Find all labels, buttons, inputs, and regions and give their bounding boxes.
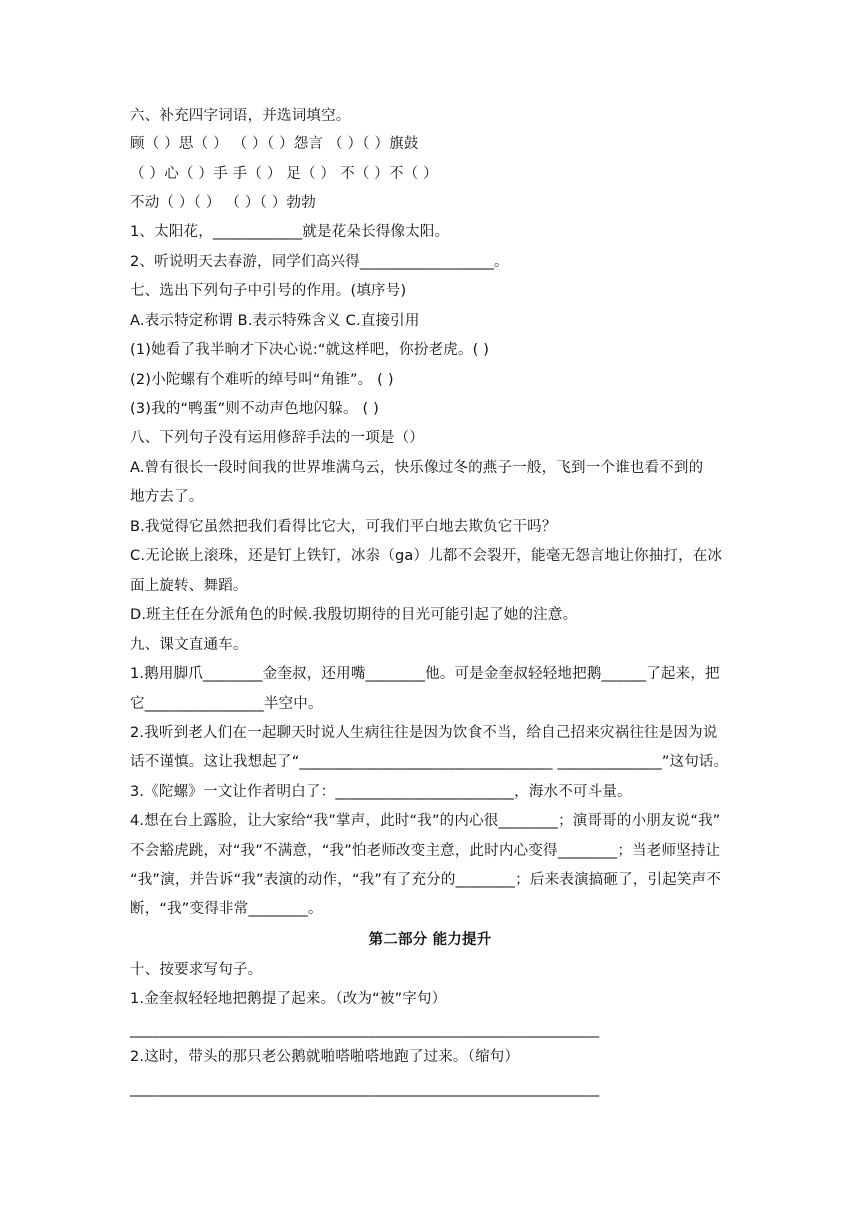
text-question-1-line-1: 1.鹅用脚爪________金奎叔，还用嘴________他。可是金奎叔轻轻地把鹅______了起来，把 bbox=[130, 666, 720, 682]
quote-question-3: (3)我的“鸭蛋”则不动声色地闪躲。 ( ) bbox=[130, 401, 379, 417]
fill-question-1: 1、太阳花，____________就是花朵长得像太阳。 bbox=[130, 224, 450, 240]
part-2-heading: 第二部分 能力提升 bbox=[368, 932, 492, 948]
option-c-line-2: 面上旋转、舞蹈。 bbox=[130, 578, 248, 594]
quote-question-2: (2)小陀螺有个难听的绰号叫“角锥”。 ( ) bbox=[130, 372, 394, 388]
section-8-title: 八、下列句子没有运用修辞手法的一项是（） bbox=[130, 430, 424, 446]
text-question-4-line-4: 断，“我”变得非常________。 bbox=[130, 901, 323, 917]
sentence-question-2: 2.这时，带头的那只老公鹅就啪嗒啪嗒地跑了过来。（缩句） bbox=[130, 1049, 520, 1065]
text-question-2-line-2: 话不谨慎。这让我想起了“__________________________________ ______________”这句话。 bbox=[130, 754, 729, 770]
section-9-title: 九、课文直通车。 bbox=[130, 637, 248, 653]
idiom-row-1: 顾（ ）思（ ） （ ）（ ）怨言 （ ）（ ）旗鼓 bbox=[130, 136, 419, 152]
section-10-title: 十、按要求写句子。 bbox=[130, 962, 263, 978]
answer-line-1: _______________________________________________________________ bbox=[130, 1022, 600, 1038]
option-b: B.我觉得它虽然把我们看得比它大，可我们平白地去欺负它干吗？ bbox=[130, 519, 557, 535]
fill-question-2: 2、听说明天去春游，同学们高兴得__________________。 bbox=[130, 254, 509, 270]
option-c-line-1: C.无论嵌上滚珠，还是钉上铁钉，冰尜（ga）儿都不会裂开，能毫无怨言地让你抽打，在冰 bbox=[130, 548, 723, 564]
text-question-4-line-3: “我”演，并告诉“我”表演的动作，“我”有了充分的________；后来表演搞砸了，引起笑声不 bbox=[130, 872, 721, 888]
option-d: D.班主任在分派角色的时候.我殷切期待的目光可能引起了她的注意。 bbox=[130, 607, 578, 623]
section-7-title: 七、选出下列句子中引号的作用。(填序号) bbox=[130, 283, 407, 299]
text-question-3: 3.《陀螺》一文让作者明白了：________________________，海水不可斗量。 bbox=[130, 784, 632, 800]
quote-options: A.表示特定称谓 B.表示特殊含义 C.直接引用 bbox=[130, 313, 420, 329]
text-question-4-line-2: 不会豁虎跳，对“我”不满意，“我”怕老师改变主意，此时内心变得________；当老师坚持让 bbox=[130, 843, 721, 859]
section-6-title: 六、补充四字词语，并选词填空。 bbox=[130, 108, 351, 124]
text-question-1-line-2: 它________________半空中。 bbox=[130, 696, 323, 712]
sentence-question-1: 1.金奎叔轻轻地把鹅提了起来。（改为“被”字句） bbox=[130, 991, 447, 1007]
quote-question-1: (1)她看了我半晌才下决心说:“就这样吧，你扮老虎。( ) bbox=[130, 342, 490, 358]
idiom-row-3: 不动（ ）（ ） （ ）（ ）勃勃 bbox=[130, 195, 316, 211]
option-a-line-1: A.曾有很长一段时间我的世界堆满乌云，快乐像过冬的燕子一般，飞到一个谁也看不到的 bbox=[130, 460, 704, 476]
option-a-line-2: 地方去了。 bbox=[130, 489, 204, 505]
text-question-2-line-1: 2.我听到老人们在一起聊天时说人生病往往是因为饮食不当，给自己招来灾祸往往是因为说 bbox=[130, 725, 718, 741]
text-question-4-line-1: 4.想在台上露脸，让大家给“我”掌声，此时“我”的内心很________；演哥哥的小朋友说“我” bbox=[130, 813, 721, 829]
answer-line-2: _______________________________________________________________ bbox=[130, 1081, 600, 1097]
idiom-row-2: （ ）心（ ）手 手（ ） 足（ ） 不（ ）不（ ） bbox=[130, 166, 438, 182]
